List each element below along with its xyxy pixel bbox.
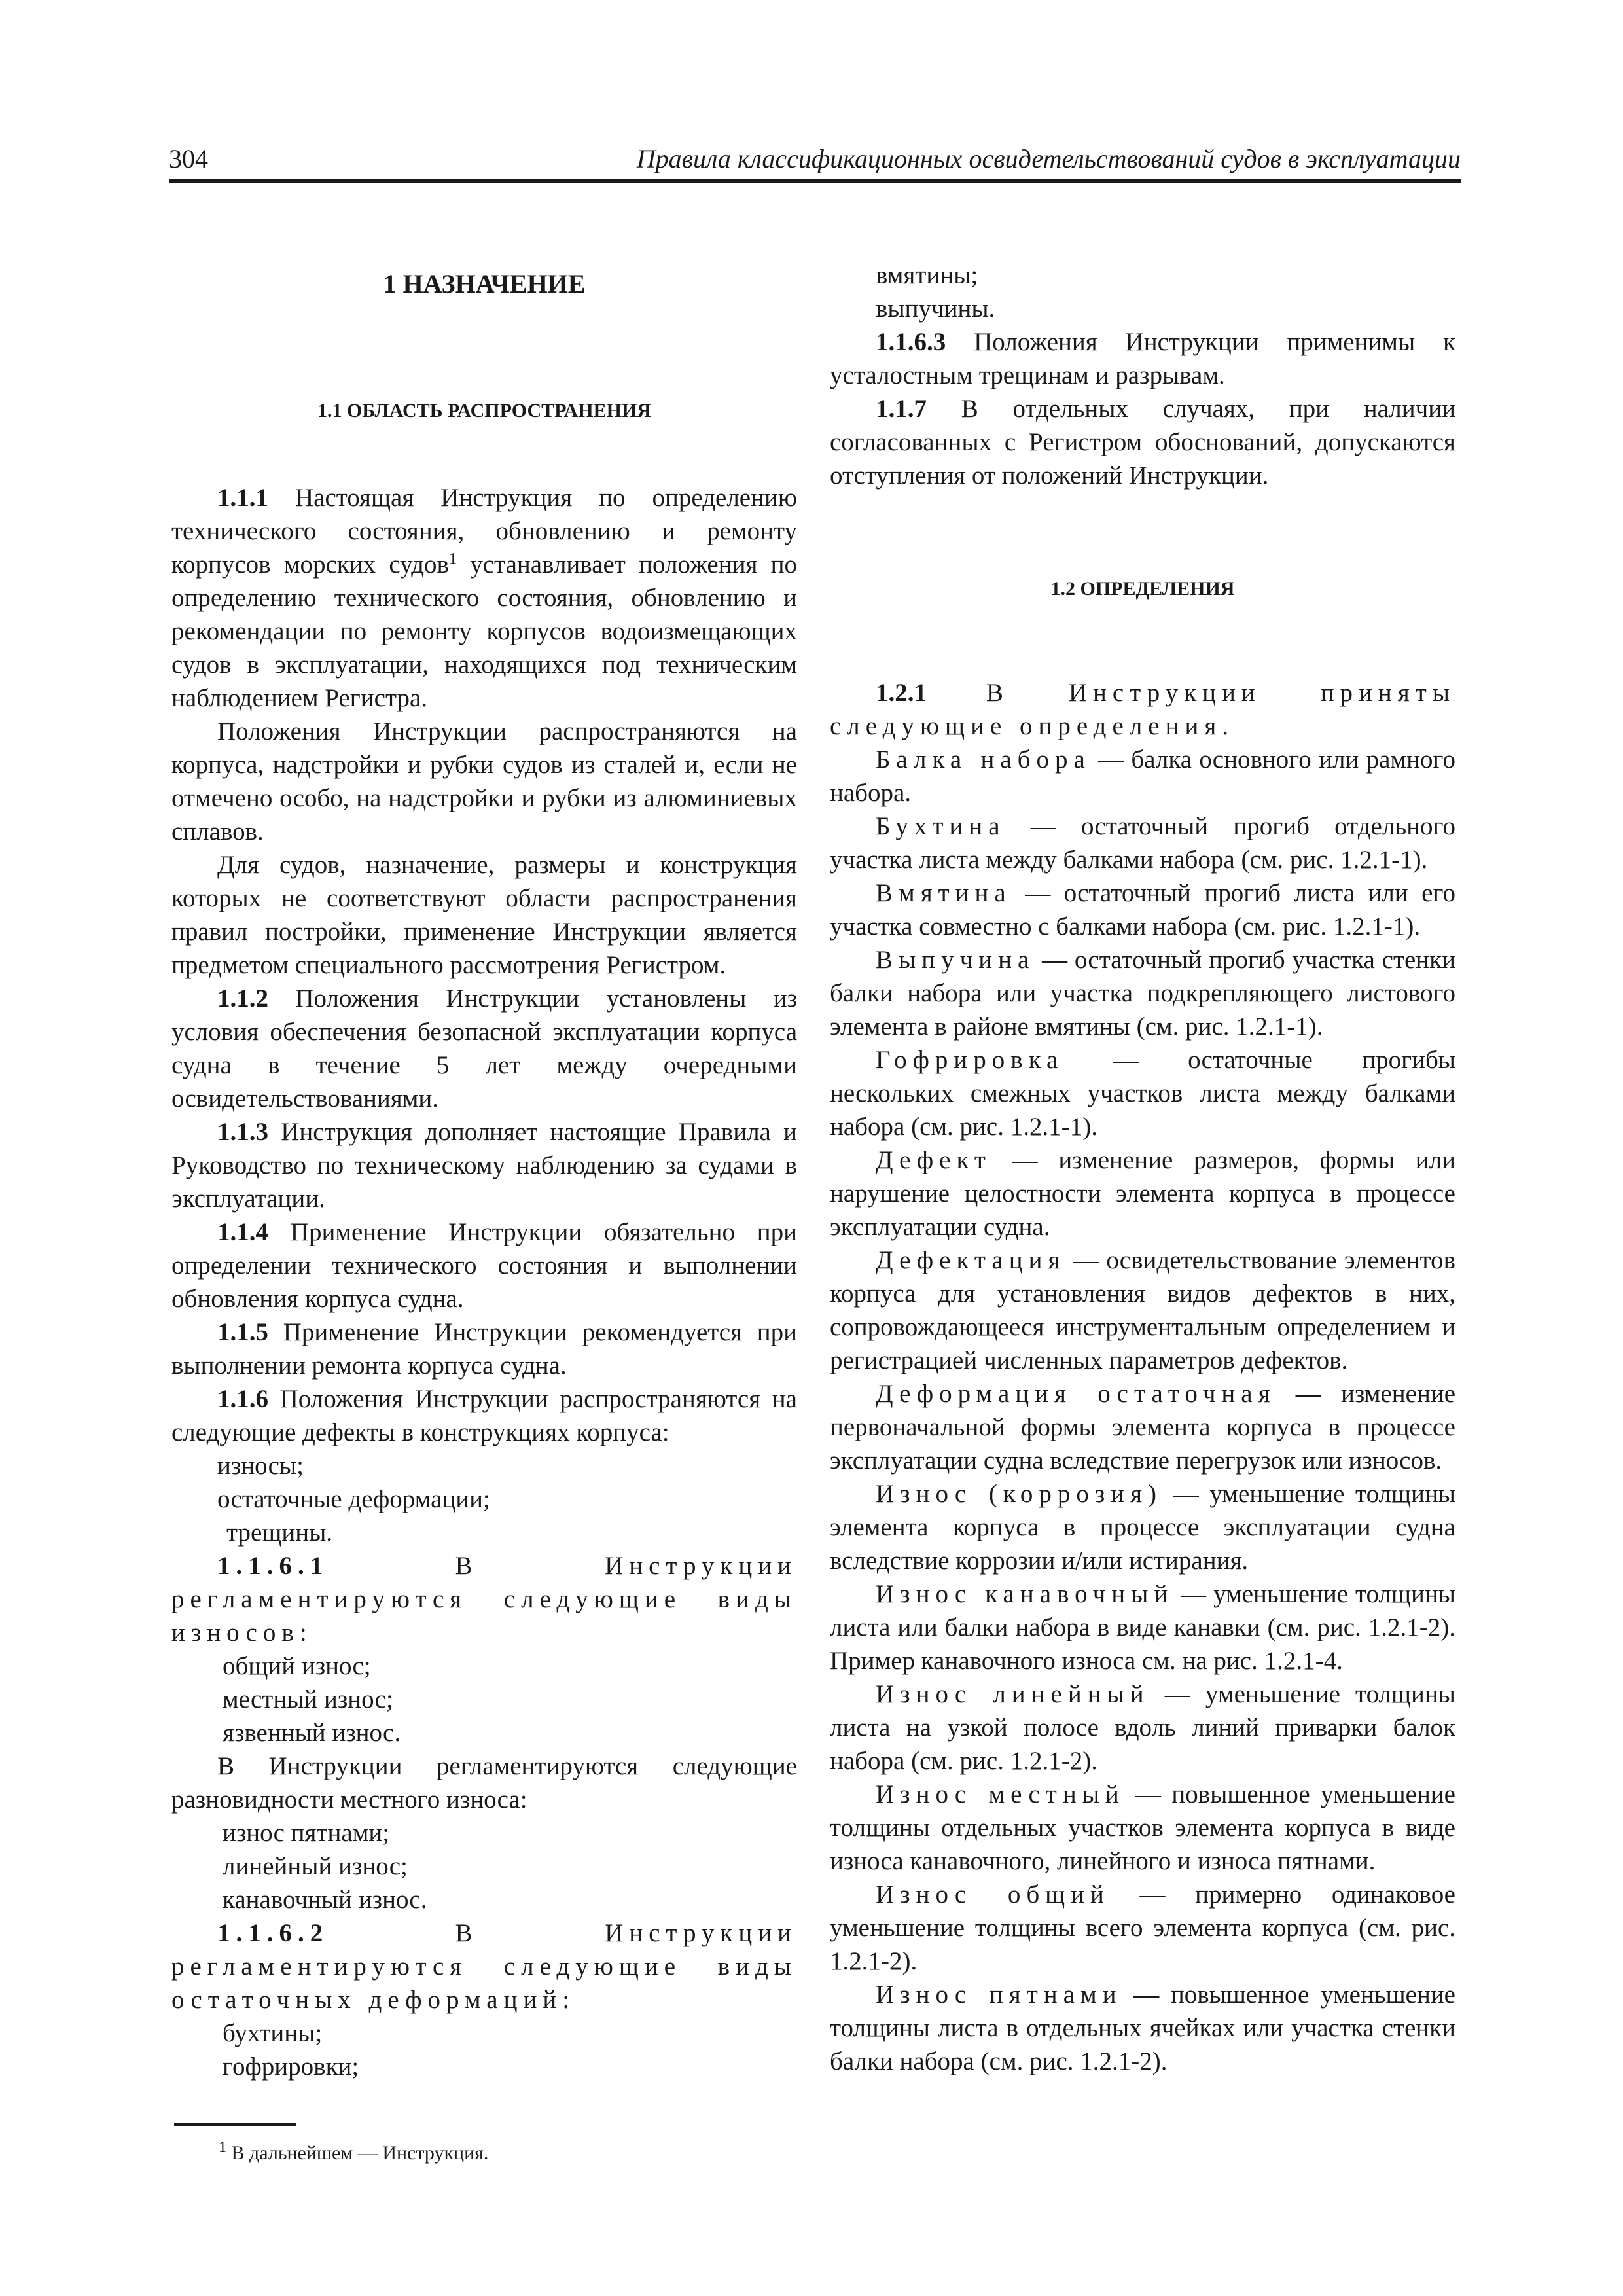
definition-term: Дефектация [876,1246,1066,1274]
definition-text: — уменьшение толщины элемента корпуса в процессе эксплуатации судна вследствие коррозии и/или истирания. [830,1480,1455,1575]
list-item: гофрировки; [223,2053,359,2081]
list-item: линейный износ; [223,1852,408,1880]
clause-number: 1.1.6 [217,1385,268,1413]
definition-text: — изменение размеров, формы или нарушение целостности элемента корпуса в процессе эксплуатации судна. [830,1146,1455,1241]
list-item: канавочный износ. [223,1886,427,1914]
list-item: бухтины; [223,2019,323,2047]
definition-item [830,1043,1455,1143]
definition-item [830,810,1455,876]
definition-text: — повышенное уменьшение толщины листа в отдельных ячейках или участка стенки балки набора (см. рис. 1.2.1-2). [830,1981,1455,2075]
section-heading: 1 НАЗНАЧЕНИЕ [383,269,586,298]
definition-item [830,1377,1455,1477]
definition-item [830,1677,1455,1778]
subsection-heading-definitions: 1.2 ОПРЕДЕЛЕНИЯ [1050,578,1235,600]
clause-number: 1.1.6.3 [876,328,946,356]
clause-number: 1.1.7 [876,395,927,423]
paragraph-scope: Положения Инструкции распространяются на корпуса, надстройки и рубки судов из сталей и, если не отмечено особо, на надстройки и рубки из алюминиевых сплавов. [171,717,797,846]
definition-text: — изменение первоначальной формы элемента корпуса в процессе эксплуатации судна вследствие перегрузок или износов. [830,1380,1455,1475]
footnote-ref: 1 [448,550,457,567]
paragraph-local-wear: В Инструкции регламентируются следующие разновидности местного износа: [171,1752,797,1814]
paragraph-1-1-6-3: 1.1.6.3 Положения Инструкции применимы к усталостным трещинам и разрывам. [830,328,1455,389]
definition-text: — остаточный прогиб участка стенки балки набора или участка подкрепляющего листового элемента в районе вмятины (см. рис. 1.2.1-1). [830,946,1455,1041]
footnote-divider [174,2123,296,2126]
definition-text: — освидетельствование элементов корпуса для установления видов дефектов в них, сопровождающееся инструментальным определением и регистрацией численных параметров дефектов. [830,1246,1455,1374]
definition-item [830,876,1455,943]
paragraph-1-1-6-1: 1.1.6.1 В Инструкции регламентируются следующие виды износов: [171,1552,797,1647]
definition-item [830,943,1455,1043]
definition-term: Гофрировка [876,1046,1064,1074]
definition-text: — уменьшение толщины листа или балки набора в виде канавки (см. рис. 1.2.1-2). Пример канавочного износа см. на рис. 1.2.1-4. [830,1580,1455,1675]
definition-term: Деформация остаточная [876,1380,1276,1408]
definition-term: Дефект [876,1146,991,1174]
clause-number: 1.1.4 [217,1218,268,1246]
definition-term: Износ линейный [876,1680,1150,1708]
definition-item [830,1143,1455,1244]
footnote-text: В дальнейшем — Инструкция. [226,2142,489,2164]
definition-item [830,1244,1455,1377]
clause-number: 1.1.6.2 [217,1919,329,1947]
definition-text: — остаточный прогиб отдельного участка листа между балками набора (см. рис. 1.2.1-1). [830,812,1455,874]
definition-text: — остаточные прогибы нескольких смежных участков листа между балками набора (см. рис. 1.2.1-1). [830,1046,1455,1141]
definition-item [830,1577,1455,1677]
paragraph-1-1-4: 1.1.4 Применение Инструкции обязательно при определении технического состояния и выполнении обновления корпуса судна. [171,1218,797,1313]
definition-item [830,1477,1455,1577]
list-item: остаточные деформации; [217,1485,490,1513]
definition-text: — остаточный прогиб листа или его участка совместно с балками набора (см. рис. 1.2.1-1). [830,879,1455,941]
list-item: износ пятнами; [223,1819,390,1847]
list-item: износы; [217,1452,304,1480]
list-item: трещины. [226,1518,333,1547]
list-item: выпучины. [876,295,995,323]
paragraph-1-1-2: 1.1.2 Положения Инструкции установлены из условия обеспечения безопасной эксплуатации корпуса судна в течение 5 лет между очередными освидетельствованиями. [171,984,797,1113]
clause-number: 1.2.1 [876,679,927,707]
page-number: 304 [169,144,208,173]
clause-number: 1.1.5 [217,1318,268,1346]
paragraph-1-1-7: 1.1.7 В отдельных случаях, при наличии согласованных с Регистром обоснований, допускаются отступления от положений Инструкции. [830,395,1455,490]
definition-item [830,1778,1455,1878]
paragraph-special: Для судов, назначение, размеры и конструкция которых не соответствуют области распространения правил постройки, применение Инструкции является предметом специального рассмотрения Регистром. [171,851,797,979]
paragraph-1-1-6-2: 1.1.6.2 В Инструкции регламентируются следующие виды остаточных деформаций: [171,1919,797,2014]
subsection-heading-scope: 1.1 ОБЛАСТЬ РАСПРОСТРАНЕНИЯ [317,400,651,422]
definition-term: Вмятина [876,879,1012,907]
paragraph-1-1-1: 1.1.1 Настоящая Инструкция по определению технического состояния, обновлению и ремонту корпусов морских судов$^1$ устанавливает положения по определению технического состояния, обновлению и рекомендации по ремонту корпусов водоизмещающих судов в эксплуатации, находящихся под техническим наблюдением Регистра. [171,484,798,712]
paragraph-1-2-1: 1.2.1 В Инструкции приняты следующие определения. [830,679,1455,740]
paragraph-1-1-3: 1.1.3 Инструкция дополняет настоящие Правила и Руководство по техническому наблюдению за судами в эксплуатации. [171,1118,797,1213]
right-column [830,259,1455,2078]
footnote [219,2140,488,2166]
left-column [171,247,797,2083]
definition-item [830,1978,1455,2078]
definition-term: Бухтина [876,812,1006,840]
definition-term: Износ канавочный [876,1580,1174,1608]
definition-text: — примерно одинаковое уменьшение толщины всего элемента корпуса (см. рис. 1.2.1-2). [830,1880,1455,1975]
definition-term: Износ (коррозия) [876,1480,1163,1508]
list-item: местный износ; [223,1685,393,1713]
definitions-list [830,743,1455,2078]
paragraph-1-1-6: 1.1.6 Положения Инструкции распространяются на следующие дефекты в конструкциях корпуса: [171,1385,797,1446]
definition-item [830,743,1455,810]
definition-text: — уменьшение толщины листа на узкой полосе вдоль линий приварки балок набора (см. рис. 1.2.1-2). [830,1680,1455,1775]
definition-item [830,1878,1455,1978]
list-item: вмятины; [876,261,978,289]
definition-term: Износ общий [876,1880,1110,1909]
running-title: Правила классификационных освидетельствований судов в эксплуатации [636,144,1461,173]
page-header [169,140,1461,183]
definition-term: Балка набора [876,745,1091,774]
definition-term: Износ местный [876,1780,1125,1808]
definition-term: Выпучина [876,946,1035,974]
definition-text: — балка основного или рамного набора. [830,745,1455,807]
paragraph-1-1-5: 1.1.5 Применение Инструкции рекомендуется при выполнении ремонта корпуса судна. [171,1318,797,1380]
definition-term: Износ пятнами [876,1981,1122,2009]
clause-number: 1.1.3 [217,1118,268,1146]
list-item: язвенный износ. [223,1719,401,1747]
list-item: общий износ; [223,1652,371,1680]
definition-text: — повышенное уменьшение толщины отдельных участков элемента корпуса в виде износа канавочного, линейного и износа пятнами. [830,1780,1455,1875]
clause-number: 1.1.6.1 [217,1552,329,1580]
footnote-number: 1 [219,2139,226,2156]
clause-number: 1.1.2 [217,984,268,1013]
clause-number: 1.1.1 [217,484,268,512]
